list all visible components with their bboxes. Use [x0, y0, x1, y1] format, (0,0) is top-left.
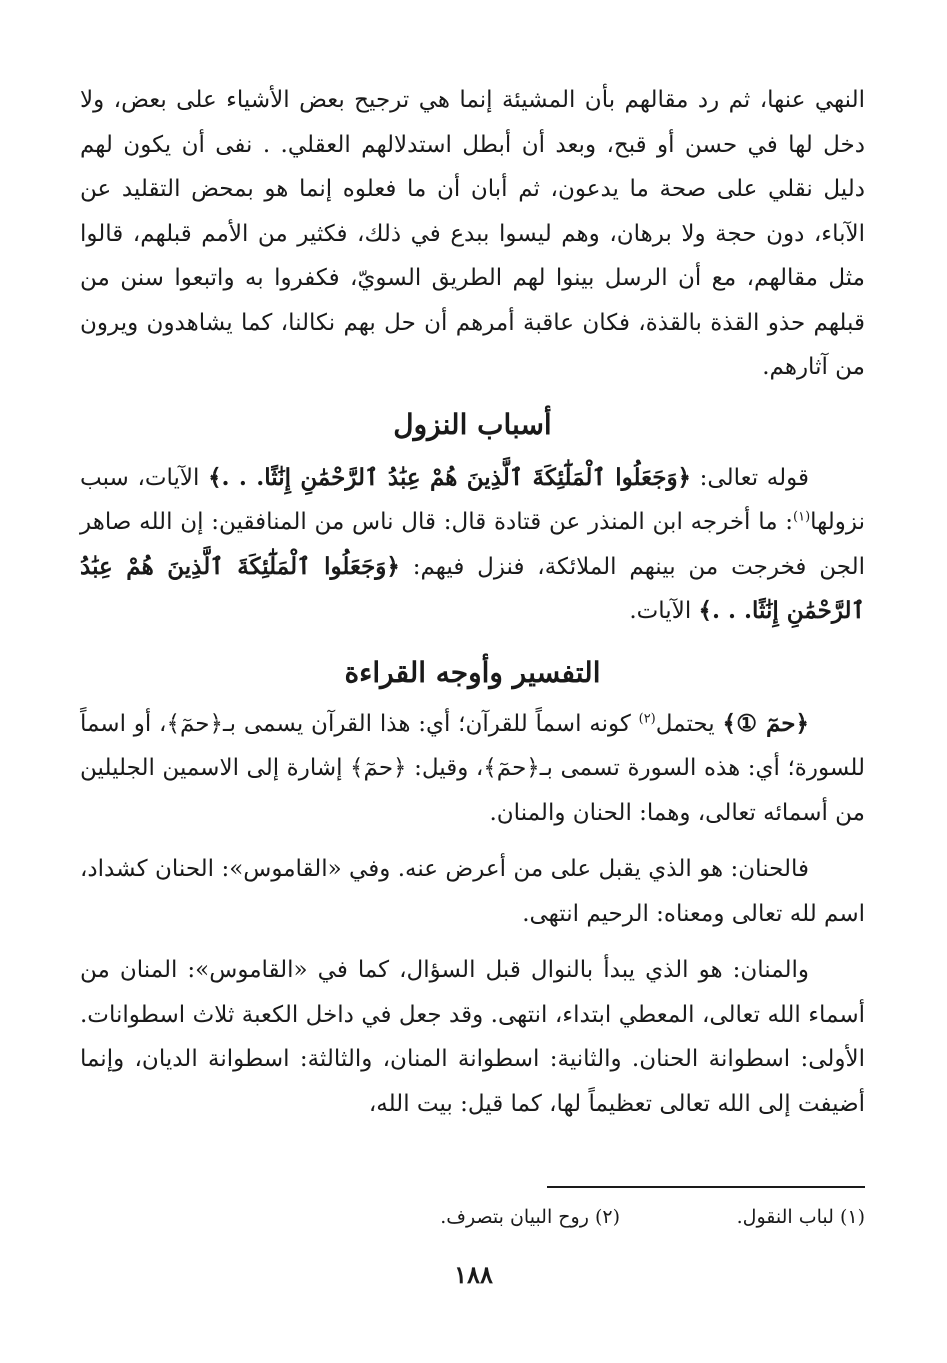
body-paragraph-4: فالحنان: هو الذي يقبل على من أعرض عنه. وفي «القاموس»: الحنان كشداد، اسم لله تعالى ومعناه: الرحيم انتهى. — [80, 856, 865, 927]
footnote-divider — [547, 1186, 865, 1188]
body-paragraph-3 — [80, 702, 865, 836]
footnote-ref-2: (٢) — [638, 710, 656, 726]
quran-verse-1: ﴿وَجَعَلُوا ٱلْمَلَٰٓئِكَةَ ٱلَّذِينَ هُمْ عِبَٰدُ ٱلرَّحْمَٰنِ إِنَٰثًا. . .﴾ — [208, 463, 692, 491]
paragraph-3-b: كونه اسماً للقرآن؛ أي: هذا القرآن يسمى بـ﴿حمٓ﴾، أو اسماً للسورة؛ أي: هذه السورة تسمى بـ﴿حمٓ﴾، وقيل: ﴿حمٓ﴾ إشارة إلى الاسمين الجليلين من أسمائه تعالى، وهما: الحنان والمنان. — [80, 710, 865, 826]
spacer — [80, 835, 865, 847]
heading-tafsir: التفسير وأوجه القراءة — [344, 655, 601, 689]
paragraph-2-end: الآيات. — [629, 598, 699, 624]
paragraph-3-a: يحتمل — [655, 710, 723, 737]
paragraph-2-mid: الآيات، سبب نزولها — [80, 464, 865, 535]
spacer — [80, 936, 865, 948]
footnote-2: (٢) روح البيان بتصرف. — [440, 1206, 620, 1228]
footnote-1: (١) لباب النقول. — [736, 1206, 865, 1228]
footnote-ref-1: (١) — [793, 509, 811, 525]
page-body — [80, 78, 865, 1126]
quran-ha-mim: ﴿حمٓ ①﴾ — [722, 709, 809, 737]
body-paragraph-1: النهي عنها، ثم رد مقالهم بأن المشيئة إنما هي ترجيح بعض الأشياء على بعض، ولا دخل لها في حسن أو قبح، وبعد أن أبطل استدلالهم العقلي. . نفى أن يكون لهم دليل نقلي على صحة ما يدعون، ثم أبان أن ما فعلوه إنما هو بمحض التقليد عن الآباء، دون حجة ولا برهان، وهم ليسوا ببدع في ذلك، فكثير من الأمم قبلهم، قالوا مثل مقالهم، مع أن الرسل بينوا لهم الطريق السويّ، فكفروا به واتبعوا سنن من قبلهم حذو القذة بالقذة، فكان عاقبة أمرهم أن حل بهم نكالنا، كما يشاهدون ويرون من آثارهم. — [80, 87, 865, 380]
body-paragraph-5: والمنان: هو الذي يبدأ بالنوال قبل السؤال، كما في «القاموس»: المنان من أسماء الله تعالى، المعطي ابتداء، انتهى. وقد جعل في داخل الكعبة ثلاث اسطوانات. الأولى: اسطوانة الحنان. والثانية: اسطوانة المنان، والثالثة: اسطوانة الديان، وإنما أضيفت إلى الله تعالى تعظيماً لها، كما قيل: بيت الله، — [80, 957, 865, 1117]
page-number: ١٨٨ — [454, 1260, 493, 1289]
paragraph-2-start: قوله تعالى: — [691, 464, 809, 491]
body-paragraph-2 — [80, 456, 865, 634]
heading-asbab-al-nuzul: أسباب النزول — [393, 407, 552, 441]
quran-verse-2: ﴿وَجَعَلُوا ٱلْمَلَٰٓئِكَةَ ٱلَّذِينَ هُمْ عِبَٰدُ ٱلرَّحْمَٰنِ إِنَٰثًا. . .﴾ — [80, 552, 865, 624]
paragraph-2-rest: : ما أخرجه ابن المنذر عن قتادة قال: قال ناس من المنافقين: إن الله صاهر الجن فخرجت من بينهم الملائكة، فنزل فيهم: — [80, 509, 865, 580]
